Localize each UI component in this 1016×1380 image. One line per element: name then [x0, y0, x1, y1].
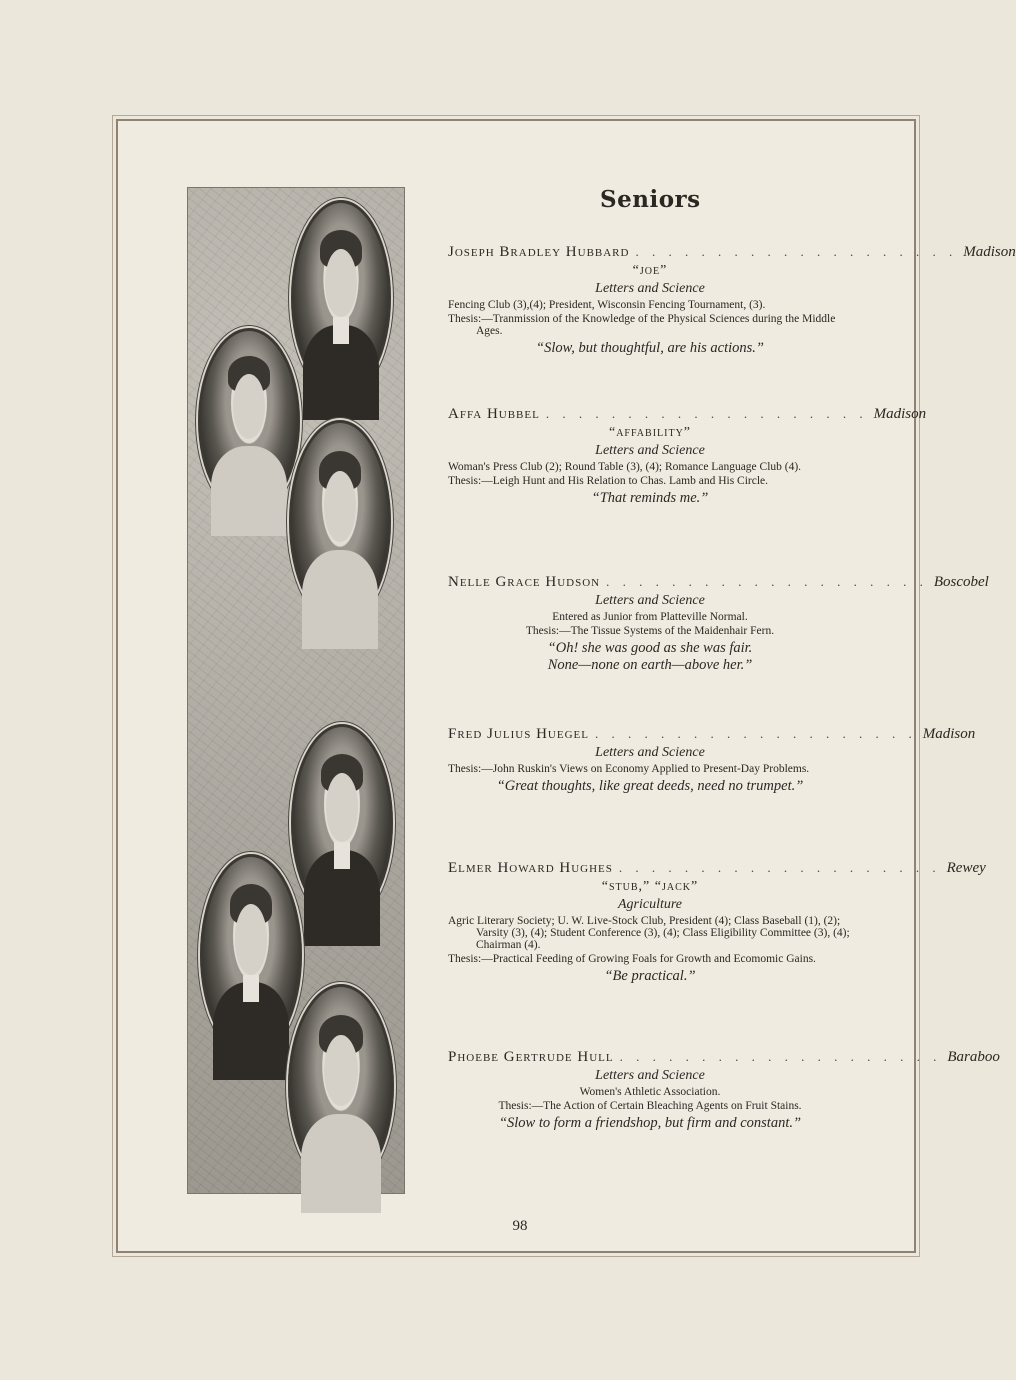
- thesis: Thesis:—John Ruskin's Views on Economy Applied to Present-Day Problems.: [448, 763, 810, 775]
- college: Letters and Science: [595, 745, 705, 760]
- quote: “Slow to form a friendshop, but firm and constant.”: [498, 1115, 802, 1131]
- activities: Entered as Junior from Platteville Normal.: [552, 611, 748, 623]
- college: Agriculture: [617, 897, 683, 912]
- name-line: [448, 244, 1016, 261]
- name-line: [448, 406, 927, 423]
- leader-dots: . . . . . . . . . . . . . . . . . . . .: [618, 860, 941, 875]
- thesis: Thesis:—Tranmission of the Knowledge of the Physical Sciences during the Middle Ages.: [448, 313, 836, 337]
- quote: “That reminds me.”: [591, 490, 709, 506]
- senior-entry: [448, 574, 989, 674]
- hometown: Madison: [922, 726, 976, 742]
- quote-line: “Oh! she was good as she was fair.: [547, 640, 753, 656]
- hometown: Madison: [873, 406, 927, 422]
- senior-entry: [448, 1049, 1000, 1132]
- page-number: 98: [512, 1218, 528, 1234]
- activities: Woman's Press Club (2); Round Table (3), (4); Romance Language Club (4).: [448, 461, 802, 473]
- senior-entry: [448, 406, 927, 507]
- name-line: [448, 726, 976, 743]
- quote: “Great thoughts, like great deeds, need no trumpet.”: [496, 778, 804, 794]
- activities: Fencing Club (3),(4); President, Wisconsin Fencing Tournament, (3).: [448, 299, 766, 311]
- hometown: Baraboo: [947, 1049, 1000, 1065]
- hometown: Madison: [963, 244, 1016, 260]
- leader-dots: . . . . . . . . . . . . . . . . . . . .: [606, 574, 928, 589]
- senior-name: Nelle Grace Hudson: [448, 574, 601, 590]
- activities: Women's Athletic Association.: [579, 1086, 721, 1098]
- portrait-affa-hubbel: [198, 328, 300, 514]
- portrait-phoebe-hull: [288, 984, 394, 1188]
- thesis: Thesis:—The Action of Certain Bleaching Agents on Fruit Stains.: [498, 1100, 802, 1112]
- portrait-joseph-hubbard: [291, 200, 391, 396]
- college: Letters and Science: [595, 443, 705, 458]
- senior-name: Elmer Howard Hughes: [448, 860, 613, 876]
- quote: “Slow, but thoughtful, are his actions.”: [536, 340, 764, 356]
- leader-dots: . . . . . . . . . . . . . . . . . . . .: [635, 244, 958, 259]
- senior-name: Affa Hubbel: [448, 406, 540, 422]
- name-line: [448, 860, 986, 877]
- thesis: Thesis:—Leigh Hunt and His Relation to Chas. Lamb and His Circle.: [448, 475, 769, 487]
- portrait-nelle-hudson: [289, 420, 391, 624]
- hometown: Rewey: [946, 860, 986, 876]
- leader-dots: . . . . . . . . . . . . . . . . . . . .: [594, 726, 917, 741]
- activities: Agric Literary Society; U. W. Live-Stock Club, President (4); Class Baseball (1), (2); Varsity (3), (4); Student Conference (3), (4); Class Eligibility Committee (3), (4); Chairman (4).: [448, 915, 850, 951]
- quote: “Be practical.”: [604, 968, 696, 984]
- college: Letters and Science: [595, 593, 705, 608]
- page-title: Seniors: [600, 186, 701, 213]
- leader-dots: . . . . . . . . . . . . . . . . . . . .: [619, 1049, 942, 1064]
- thesis: Thesis:—Practical Feeding of Growing Foals for Growth and Ecomomic Gains.: [448, 953, 816, 965]
- portrait-strip: [187, 187, 405, 1194]
- nickname: “stub,” “jack”: [601, 879, 699, 894]
- thesis: Thesis:—The Tissue Systems of the Maidenhair Fern.: [525, 625, 775, 637]
- portrait-elmer-hughes: [200, 854, 302, 1056]
- name-line: [448, 574, 989, 591]
- senior-entry: [448, 244, 1016, 357]
- leader-dots: . . . . . . . . . . . . . . . . . . . .: [545, 406, 868, 421]
- hometown: Boscobel: [933, 574, 989, 590]
- senior-name: Joseph Bradley Hubbard: [448, 244, 630, 260]
- senior-entry: [448, 726, 976, 795]
- college: Letters and Science: [595, 1068, 705, 1083]
- senior-name: Fred Julius Huegel: [448, 726, 589, 742]
- college: Letters and Science: [595, 281, 705, 296]
- senior-entry: [448, 860, 986, 985]
- senior-name: Phoebe Gertrude Hull: [448, 1049, 614, 1065]
- quote-line: None—none on earth—above her.”: [547, 657, 753, 673]
- name-line: [448, 1049, 1000, 1066]
- nickname: “affability”: [608, 425, 692, 440]
- nickname: “joe”: [632, 263, 668, 278]
- portrait-fred-huegel: [291, 724, 393, 922]
